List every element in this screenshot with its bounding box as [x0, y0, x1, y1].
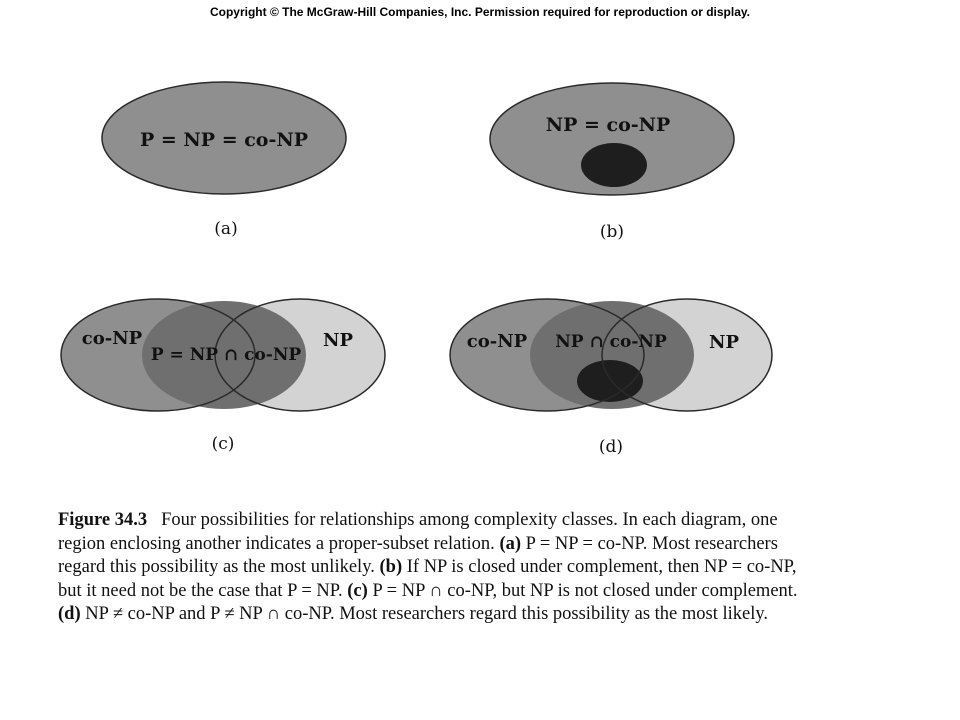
diagram-label-b: (b) — [599, 222, 625, 242]
caption-line-3 — [58, 556, 918, 580]
caption-text-2b: P = NP = co-NP. Most researchers — [525, 533, 778, 554]
caption-tag-d: (d) — [58, 604, 81, 624]
diagram-d — [450, 299, 772, 457]
figure-caption — [58, 509, 918, 627]
caption-line-4 — [58, 580, 918, 604]
caption-tag-b: (b) — [379, 557, 403, 577]
region-label-b: NP = co-NP — [545, 114, 671, 136]
caption-tag-a: (a) — [499, 533, 522, 554]
caption-text-4b: P = NP ∩ co-NP, but NP is not closed under complement. — [372, 580, 798, 601]
caption-text-5: NP ≠ co-NP and P ≠ NP ∩ co-NP. Most researchers regard this possibility as the most likely. — [85, 604, 769, 624]
copyright-notice: Copyright © The McGraw-Hill Companies, Inc. Permission required for reproduction or display. — [209, 5, 751, 19]
diagram-b — [490, 83, 734, 242]
caption-text-3b: If NP is closed under complement, then NP = co-NP, — [406, 557, 797, 577]
caption-line-2 — [58, 533, 918, 557]
diagram-label-d: (d) — [598, 437, 624, 457]
caption-text-1: Four possibilities for relationships among complexity classes. In each diagram, one — [161, 510, 778, 530]
intersection-label-c: P = NP ∩ co-NP — [150, 345, 302, 365]
conp-label-d: co-NP — [466, 331, 528, 352]
caption-tag-c: (c) — [347, 580, 368, 601]
caption-line-5 — [58, 603, 918, 627]
diagram-a — [102, 82, 346, 239]
caption-line-1 — [58, 509, 918, 533]
figure-label: Figure 34.3 — [58, 510, 148, 530]
region-label-a: P = NP = co-NP — [139, 129, 309, 151]
conp-label-c: co-NP — [81, 328, 143, 349]
p-region — [581, 143, 647, 187]
diagram-c — [61, 299, 385, 454]
diagram-label-a: (a) — [214, 219, 238, 239]
np-label-d: NP — [709, 332, 739, 353]
intersection-label-d: NP ∩ co-NP — [555, 332, 667, 352]
caption-text-4a: but it need not be the case that P = NP. — [58, 580, 343, 601]
caption-text-3a: regard this possibility as the most unlikely. — [58, 557, 375, 577]
np-label-c: NP — [323, 330, 353, 351]
caption-text-2a: region enclosing another indicates a proper-subset relation. — [58, 533, 495, 554]
diagram-label-c: (c) — [211, 434, 235, 454]
